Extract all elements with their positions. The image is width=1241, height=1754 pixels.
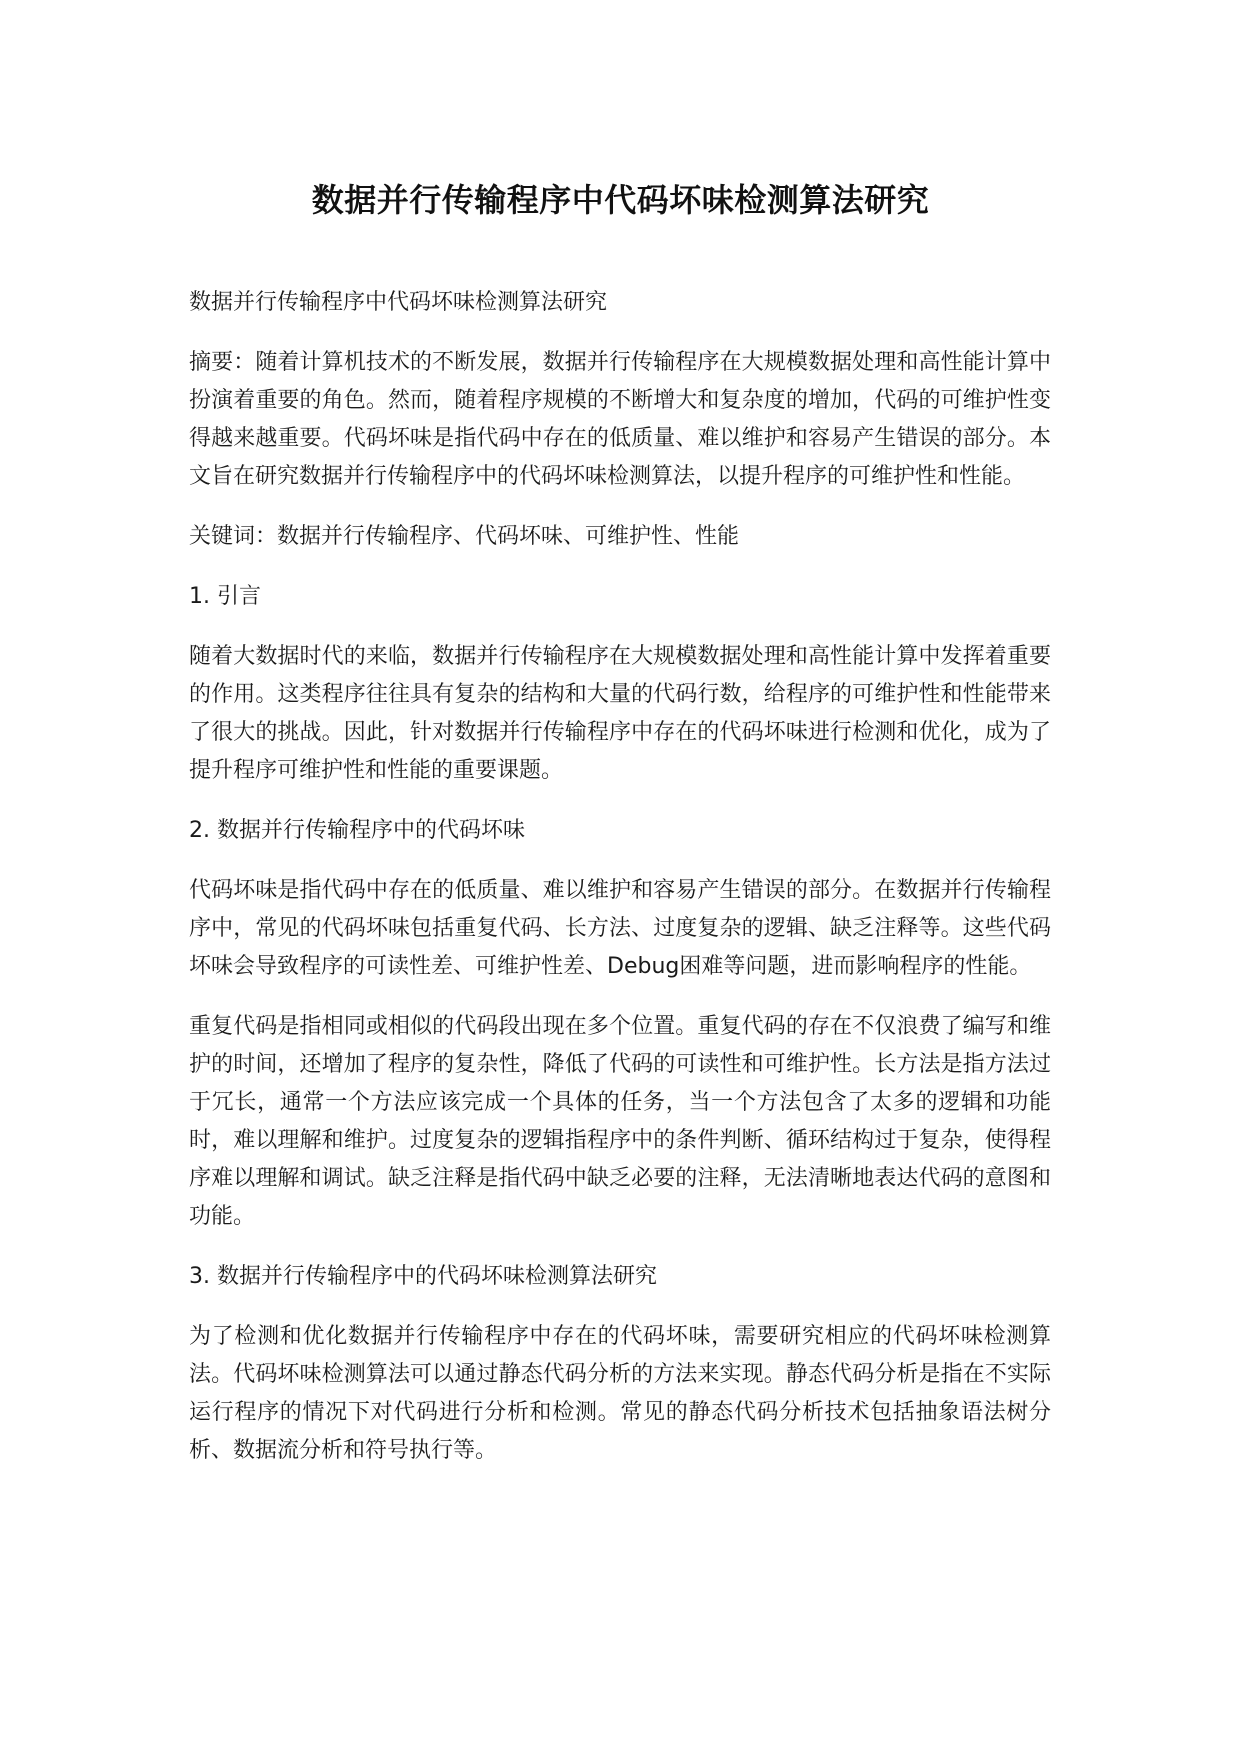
section-heading-2: 2. 数据并行传输程序中的代码坏味 <box>189 818 525 843</box>
section-heading-1: 1. 引言 <box>189 584 261 609</box>
document-body <box>189 284 1051 1492</box>
document-title: 数据并行传输程序中代码坏味检测算法研究 <box>311 181 930 219</box>
abstract-paragraph: 摘要：随着计算机技术的不断发展，数据并行传输程序在大规模数据处理和高性能计算中扮演着重要的角色。然而，随着程序规模的不断增大和复杂度的增加，代码的可维护性变得越来越重要。代码坏味是指代码中存在的低质量、难以维护和容易产生错误的部分。本文旨在研究数据并行传输程序中的代码坏味检测算法，以提升程序的可维护性和性能。 <box>189 350 1051 489</box>
keywords-paragraph: 关键词：数据并行传输程序、代码坏味、可维护性、性能 <box>189 524 740 549</box>
code-smell-paragraph: 代码坏味是指代码中存在的低质量、难以维护和容易产生错误的部分。在数据并行传输程序中，常见的代码坏味包括重复代码、长方法、过度复杂的逻辑、缺乏注释等。这些代码坏味会导致程序的可读性差、可维护性差、Debug困难等问题，进而影响程序的性能。 <box>189 878 1051 979</box>
subtitle-paragraph: 数据并行传输程序中代码坏味检测算法研究 <box>189 290 608 315</box>
detection-algorithm-paragraph: 为了检测和优化数据并行传输程序中存在的代码坏味，需要研究相应的代码坏味检测算法。代码坏味检测算法可以通过静态代码分析的方法来实现。静态代码分析是指在不实际运行程序的情况下对代码进行分析和检测。常见的静态代码分析技术包括抽象语法树分析、数据流分析和符号执行等。 <box>189 1324 1051 1463</box>
intro-paragraph: 随着大数据时代的来临，数据并行传输程序在大规模数据处理和高性能计算中发挥着重要的作用。这类程序往往具有复杂的结构和大量的代码行数，给程序的可维护性和性能带来了很大的挑战。因此，针对数据并行传输程序中存在的代码坏味进行检测和优化，成为了提升程序可维护性和性能的重要课题。 <box>189 644 1051 783</box>
code-smell-types-paragraph: 重复代码是指相同或相似的代码段出现在多个位置。重复代码的存在不仅浪费了编写和维护的时间，还增加了程序的复杂性，降低了代码的可读性和可维护性。长方法是指方法过于冗长，通常一个方法应该完成一个具体的任务，当一个方法包含了太多的逻辑和功能时，难以理解和维护。过度复杂的逻辑指程序中的条件判断、循环结构过于复杂，使得程序难以理解和调试。缺乏注释是指代码中缺乏必要的注释，无法清晰地表达代码的意图和功能。 <box>189 1014 1051 1229</box>
section-heading-3: 3. 数据并行传输程序中的代码坏味检测算法研究 <box>189 1264 657 1289</box>
